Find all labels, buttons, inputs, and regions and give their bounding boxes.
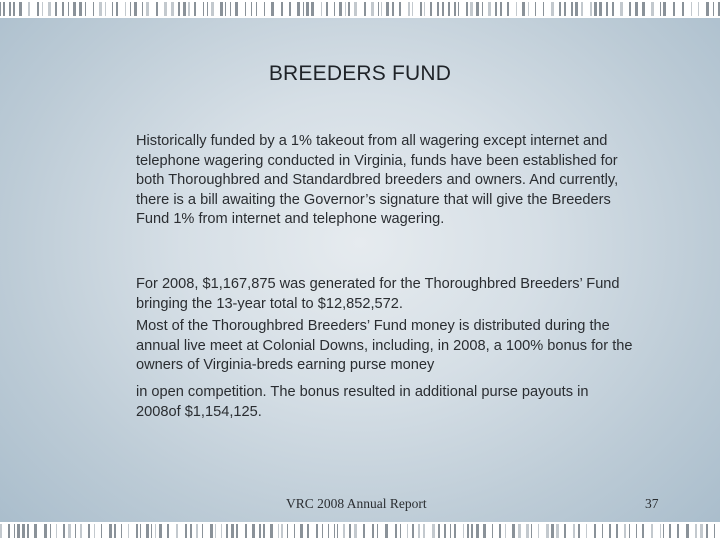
stripe-bar: [466, 2, 468, 16]
stripe-bar: [581, 2, 583, 16]
stripe-bar: [516, 2, 517, 16]
stripe-bar: [400, 524, 401, 538]
stripe-bar: [37, 2, 39, 16]
stripe-bar: [226, 524, 228, 538]
stripe-bar: [75, 524, 76, 538]
stripe-bar: [673, 2, 675, 16]
stripe-bar: [42, 2, 43, 16]
stripe-bar: [251, 2, 252, 16]
stripe-bar: [612, 2, 614, 16]
stripe-bar: [311, 2, 314, 16]
stripe-bar: [278, 524, 279, 538]
stripe-bar: [423, 524, 425, 538]
stripe-bar: [669, 524, 671, 538]
stripe-bar: [698, 2, 699, 16]
stripe-bar: [454, 2, 456, 16]
stripe-bar: [79, 2, 82, 16]
stripe-bar: [578, 524, 580, 538]
stripe-bar: [395, 524, 397, 538]
stripe-bar: [146, 524, 149, 538]
stripe-bar: [116, 2, 118, 16]
stripe-bar: [522, 2, 525, 16]
stripe-bar: [109, 524, 112, 538]
stripe-bar: [677, 524, 679, 538]
stripe-bar: [62, 2, 64, 16]
stripe-bar: [602, 524, 603, 538]
stripe-bar: [500, 2, 502, 16]
stripe-bar: [372, 524, 374, 538]
stripe-bar: [146, 2, 149, 16]
stripe-bar: [140, 524, 141, 538]
stripe-bar: [136, 524, 138, 538]
page-number: 37: [645, 496, 659, 511]
stripe-bar: [178, 2, 180, 16]
stripe-bar: [85, 2, 86, 16]
stripe-bar: [334, 2, 335, 16]
stripe-bar: [303, 2, 304, 16]
stripe-bar: [151, 524, 152, 538]
stripe-bar: [682, 2, 684, 16]
stripe-bar: [714, 524, 715, 538]
stripe-bar: [594, 2, 597, 16]
stripe-bar: [134, 2, 137, 16]
stripe-bar: [526, 524, 529, 538]
stripe-bar: [575, 2, 578, 16]
stripe-bar: [210, 524, 213, 538]
stripe-bar: [221, 524, 222, 538]
stripe-bar: [339, 2, 342, 16]
stripe-bar: [700, 524, 703, 538]
stripe-bar: [225, 2, 226, 16]
stripe-bar: [105, 2, 106, 16]
stripe-bar: [590, 2, 592, 16]
stripe-bar: [94, 524, 95, 538]
stripe-bar: [663, 524, 664, 538]
stripe-bar: [121, 524, 122, 538]
stripe-bar: [546, 524, 549, 538]
stripe-bar: [606, 2, 608, 16]
top-decorative-stripe: [0, 0, 720, 18]
stripe-bar: [686, 524, 689, 538]
stripe-bar: [337, 524, 338, 538]
stripe-bar: [68, 2, 69, 16]
stripe-bar: [194, 2, 196, 16]
stripe-bar: [28, 2, 30, 16]
stripe-bar: [289, 2, 291, 16]
stripe-bar: [164, 2, 167, 16]
stripe-bar: [159, 524, 162, 538]
stripe-bar: [551, 524, 554, 538]
stripe-bar: [50, 524, 51, 538]
paragraph-2008-total: For 2008, $1,167,875 was generated for the Thoroughbred Breeders’ Fund bringing the 13-year total to $12,852,572.: [136, 276, 620, 312]
stripe-bar: [322, 524, 323, 538]
stripe-bar: [345, 2, 346, 16]
stripe-bar: [629, 2, 631, 16]
stripe-bar: [364, 2, 366, 16]
stripe-bar: [691, 2, 692, 16]
stripe-bar: [629, 524, 630, 538]
stripe-bar: [183, 2, 186, 16]
stripe-bar: [488, 2, 491, 16]
stripe-bar: [551, 2, 554, 16]
stripe-bar: [297, 2, 300, 16]
stripe-bar: [624, 524, 626, 538]
top-stripe-graphic: [0, 0, 720, 18]
stripe-bar: [130, 2, 131, 16]
footer-report-name: VRC 2008 Annual Report: [286, 496, 427, 511]
stripe-bar: [642, 2, 645, 16]
stripe-bar: [63, 524, 65, 538]
stripe-bar: [706, 2, 709, 16]
stripe-bar: [471, 524, 473, 538]
stripe-bar: [399, 2, 401, 16]
stripe-bar: [48, 2, 51, 16]
stripe-bar: [535, 2, 536, 16]
stripe-bar: [343, 524, 345, 538]
stripe-bar: [620, 2, 623, 16]
stripe-bar: [281, 524, 283, 538]
stripe-bar: [349, 524, 351, 538]
stripe-bar: [171, 2, 174, 16]
stripe-bar: [245, 524, 247, 538]
stripe-bar: [543, 2, 544, 16]
stripe-bar: [505, 524, 506, 538]
stripe-bar: [518, 524, 521, 538]
stripe-bar: [418, 524, 420, 538]
stripe-bar: [378, 2, 379, 16]
stripe-bar: [236, 524, 238, 538]
stripe-bar: [386, 2, 389, 16]
stripe-bar: [385, 524, 388, 538]
stripe-bar: [0, 2, 1, 16]
stripe-bar: [167, 524, 169, 538]
stripe-bar: [495, 2, 497, 16]
stripe-bar: [230, 2, 231, 16]
stripe-bar: [609, 524, 611, 538]
stripe-bar: [88, 524, 90, 538]
stripe-bar: [14, 524, 15, 538]
stripe-bar: [507, 2, 509, 16]
stripe-bar: [437, 2, 439, 16]
stripe-bar: [407, 524, 408, 538]
stripe-bar: [264, 2, 265, 16]
stripe-bar: [196, 524, 198, 538]
stripe-bar: [450, 524, 451, 538]
stripe-bar: [259, 524, 261, 538]
stripe-bar: [56, 524, 57, 538]
stripe-bar: [476, 2, 479, 16]
stripe-bar: [438, 524, 440, 538]
stripe-bar: [420, 2, 422, 16]
stripe-bar: [483, 524, 486, 538]
stripe-bar: [663, 2, 666, 16]
stripe-bar: [235, 2, 238, 16]
stripe-bar: [270, 524, 273, 538]
stripe-bar: [381, 2, 382, 16]
stripe-bar: [263, 524, 265, 538]
stripe-bar: [713, 2, 714, 16]
stripe-bar: [660, 524, 661, 538]
stripe-bar: [599, 2, 602, 16]
stripe-bar: [19, 2, 22, 16]
stripe-bar: [306, 2, 309, 16]
stripe-bar: [432, 524, 435, 538]
stripe-bar: [328, 524, 329, 538]
stripe-bar: [155, 524, 156, 538]
stripe-bar: [99, 2, 102, 16]
stripe-bar: [463, 524, 464, 538]
stripe-bar: [430, 2, 432, 16]
stripe-bar: [454, 524, 456, 538]
stripe-bar: [348, 2, 350, 16]
stripe-bar: [245, 2, 246, 16]
stripe-bar: [17, 524, 20, 538]
stripe-bar: [80, 524, 82, 538]
stripe-bar: [392, 2, 394, 16]
stripe-bar: [538, 524, 539, 538]
stripe-bar: [316, 524, 318, 538]
stripe-bar: [559, 2, 561, 16]
paragraph-bonus: in open competition. The bonus resulted in additional purse payouts in 2008of $1,154,125.: [136, 384, 589, 420]
stripe-bar: [176, 524, 178, 538]
stripe-bar: [294, 524, 295, 538]
stripe-bar: [8, 524, 10, 538]
stripe-bar: [287, 524, 288, 538]
stripe-bar: [695, 524, 697, 538]
stripe-bar: [0, 524, 2, 538]
stripe-bar: [586, 524, 587, 538]
stripe-bar: [300, 524, 303, 538]
stripe-bar: [73, 2, 76, 16]
stripe-bar: [377, 524, 378, 538]
stripe-bar: [68, 524, 71, 538]
stripe-bar: [470, 2, 473, 16]
stripe-bar: [442, 2, 444, 16]
stripe-bar: [112, 2, 113, 16]
stripe-bar: [458, 2, 459, 16]
stripe-bar: [256, 2, 257, 16]
stripe-bar: [202, 524, 203, 538]
stripe-bar: [492, 524, 493, 538]
stripe-bar: [616, 524, 618, 538]
stripe-bar: [142, 2, 143, 16]
stripe-bar: [564, 2, 566, 16]
stripe-bar: [203, 2, 204, 16]
stripe-bar: [564, 524, 566, 538]
stripe-bar: [215, 524, 216, 538]
stripe-bar: [307, 524, 309, 538]
stripe-bar: [101, 524, 102, 538]
stripe-bar: [424, 2, 425, 16]
stripe-bar: [93, 2, 94, 16]
stripe-bar: [571, 2, 573, 16]
stripe-bar: [3, 2, 5, 16]
stripe-bar: [651, 2, 654, 16]
stripe-bar: [252, 524, 255, 538]
stripe-bar: [636, 524, 637, 538]
stripe-bar: [528, 2, 529, 16]
slide-title: BREEDERS FUND: [268, 62, 452, 85]
stripe-bar: [326, 2, 328, 16]
stripe-bar: [185, 524, 187, 538]
stripe-bar: [190, 524, 192, 538]
stripe-bar: [476, 524, 479, 538]
stripe-bar: [207, 2, 208, 16]
stripe-bar: [114, 524, 116, 538]
stripe-bar: [467, 524, 469, 538]
stripe-bar: [125, 2, 126, 16]
stripe-bar: [334, 524, 335, 538]
stripe-bar: [573, 524, 575, 538]
stripe-bar: [188, 2, 190, 16]
paragraph-history: Historically funded by a 1% takeout from all wagering except internet and telephone wagering conducted in Virginia, funds have been established for both Thoroughbred and Standardbred breeders and owners. And currently, there is a bill awaiting the Governor’s signature that will give the Breeders Fund 1% from internet and telephone wagering.: [136, 133, 619, 227]
stripe-bar: [499, 524, 501, 538]
stripe-bar: [55, 2, 57, 16]
stripe-bar: [27, 524, 29, 538]
bottom-stripe-graphic: [0, 522, 720, 540]
stripe-bar: [22, 524, 25, 538]
stripe-bar: [512, 524, 515, 538]
stripe-bar: [408, 2, 410, 16]
stripe-bar: [651, 524, 653, 538]
stripe-bar: [660, 2, 661, 16]
stripe-bar: [635, 2, 638, 16]
stripe-bar: [128, 524, 129, 538]
stripe-bar: [594, 524, 596, 538]
stripe-bar: [271, 2, 274, 16]
stripe-bar: [412, 2, 413, 16]
stripe-bar: [482, 2, 483, 16]
paragraph-distribution: Most of the Thoroughbred Breeders’ Fund money is distributed during the annual live meet at Colonial Downs, including, in 2008, a 100% bonus for the owners of Virginia-breds earning purse money: [136, 318, 633, 373]
stripe-bar: [642, 524, 644, 538]
stripe-bar: [556, 524, 559, 538]
stripe-bar: [281, 2, 283, 16]
stripe-bar: [44, 524, 47, 538]
stripe-bar: [354, 2, 357, 16]
stripe-bar: [211, 2, 214, 16]
stripe-bar: [34, 524, 37, 538]
stripe-bar: [412, 524, 414, 538]
stripe-bar: [531, 524, 532, 538]
stripe-bar: [706, 524, 708, 538]
bottom-decorative-stripe: [0, 522, 720, 540]
stripe-bar: [354, 524, 357, 538]
stripe-bar: [13, 2, 15, 16]
stripe-bar: [156, 2, 158, 16]
stripe-bar: [371, 2, 374, 16]
stripe-bar: [321, 2, 322, 16]
stripe-bar: [444, 524, 446, 538]
stripe-bar: [231, 524, 234, 538]
stripe-bar: [9, 2, 11, 16]
stripe-bar: [363, 524, 365, 538]
stripe-bar: [448, 2, 450, 16]
stripe-bar: [220, 2, 223, 16]
